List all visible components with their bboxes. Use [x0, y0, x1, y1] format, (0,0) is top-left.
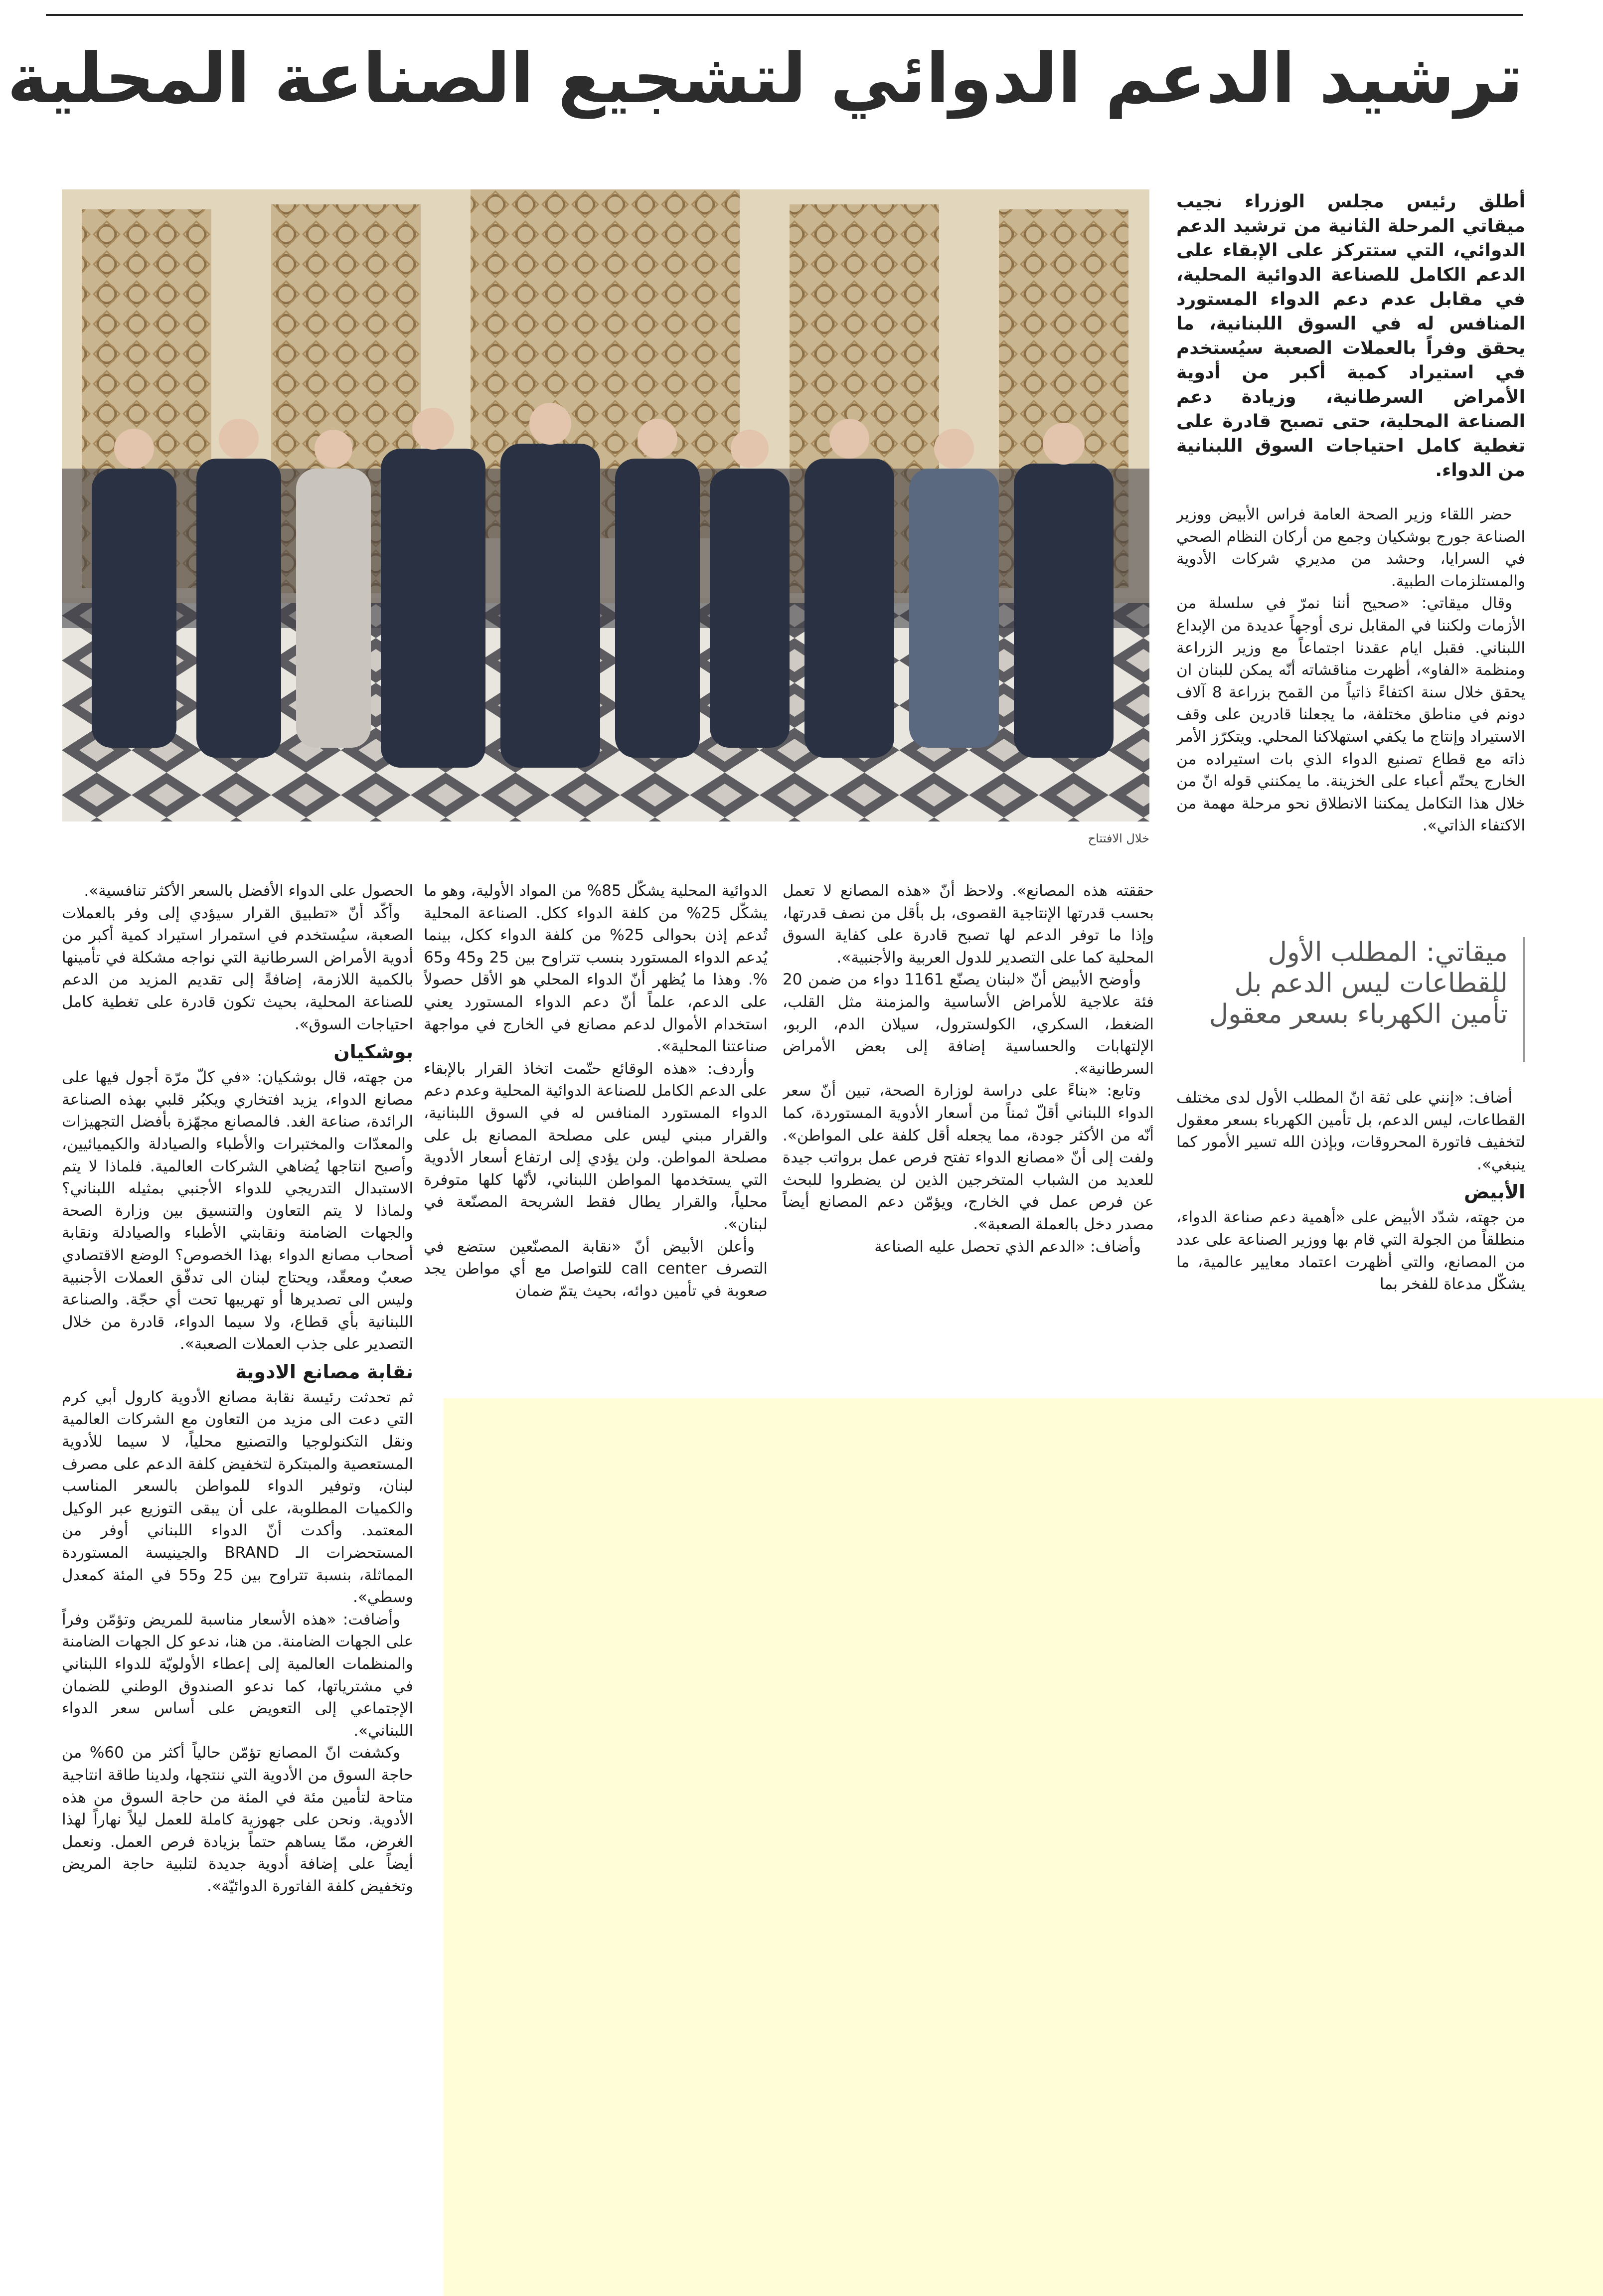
headline: ترشيد الدعم الدوائي لتشجيع الصناعة المحلية	[7, 38, 1523, 119]
column-1-top	[1176, 503, 1525, 937]
paragraph: حققته هذه المصانع». ولاحظ أنّ «هذه المصانع لا تعمل بحسب قدرتها الإنتاجية القصوى، بل بأقل من نصف قدرتها، وإذا ما توفر الدعم لها تصبح قادرة على كفاية السوق المحلية كما على التصدير للدول العربية والأجنبية».	[783, 882, 1154, 967]
section-heading: بوشكيان	[333, 1041, 413, 1063]
paragraph: أضاف: «إنني على ثقة انّ المطلب الأول لدى مختلف القطاعات، ليس الدعم، بل تأمين الكهرباء بسعر معقول لتخفيف فاتورة المحروقات، وبإذن الله تسير الأمور كما ينبغي».	[1176, 1089, 1525, 1173]
pull-quote: ميقاتي: المطلب الأول للقطاعات ليس الدعم بل تأمين الكهرباء بسعر معقول	[1176, 937, 1525, 1062]
paragraph: من جهته، قال بوشكيان: «في كلّ مرّة أجول فيها على مصانع الدواء، يزيد افتخاري ويكبُر قلبي بهذه الصناعة الرائدة، صناعة الغد. فالمصانع مجهّزة بأفضل التجهيزات والمعدّات والمختبرات والأطباء والصيادلة والكيميائيين، وأصبح انتاجها يُضاهي الشركات العالمية. فلماذا لا يتم الاستبدال التدريجي للدواء الأجنبي بمثيله اللبناني؟ ولماذا لا يتم التعاون والتنسيق بين وزارة الصحة والجهات الضامنة ونقابتي الأطباء والصيادلة ونقابة أصحاب مصانع الدواء بهذا الخصوص؟ الوضع الاقتصادي صعبٌ ومعقّد، ويحتاج لبنان الى تدفّق العملات الأجنبية وليس الى تصديرها أو تهريبها تحت أي حجّة. والصناعة اللبنانية بأي قطاع، ولا سيما الدواء، قادرة من خلال التصدير على جذب العملات الصعبة».	[62, 1068, 413, 1353]
paragraph: من جهته، شدّد الأبيض على «أهمية دعم صناعة الدواء، منطلقاً من الجولة التي قام بها ووزير الصناعة على عدد من المصانع، والتي أظهرت اعتماد معايير عالمية، ما يشكّل مدعاة للفخر بما	[1176, 1208, 1525, 1294]
top-rule	[46, 14, 1523, 16]
photo-caption: خلال الافتتاح	[1088, 831, 1149, 845]
paragraph: وكشفت انّ المصانع تؤمّن حالياً أكثر من 60% من حاجة السوق من الأدوية التي ننتجها، ولدينا طاقة انتاجية متاحة لتأمين مئة في المئة من حاجة السوق من هذه الأدوية. ونحن على جهوزية كاملة للعمل ليلاً نهاراً لهذا الغرض، ممّا يساهم حتماً بزيادة فرص العمل. ونعمل أيضاً على إضافة أدوية جديدة لتلبية حاجة المريض وتخفيض كلفة الفاتورة الدوائيّة».	[62, 1744, 413, 1895]
event-photo	[62, 189, 1149, 821]
paragraph: وأكّد أنّ «تطبيق القرار سيؤدي إلى وفر بالعملات الصعبة، سيُستخدم في استمرار استيراد كمية أكبر من أدوية الأمراض السرطانية التي نواجه مشكلة في تأمينها بالكمية اللازمة، إضافةً إلى تقديم المزيد من الدعم للصناعة المحلية، بحيث تكون قادرة على تغطية كامل احتياجات السوق».	[62, 904, 413, 1033]
paragraph: وأردف: «هذه الوقائع حتّمت اتخاذ القرار بالإبقاء على الدعم الكامل للصناعة الدوائية المحلية وعدم دعم الدواء المستورد المنافس له في السوق اللبنانية، والقرار مبني ليس على مصلحة المصانع بل على مصلحة المواطن. ولن يؤدي إلى ارتفاع أسعار الأدوية التي يستخدمها المواطن اللبناني، لأنّها كلها متوفرة محلياً، والقرار يطال فقط الشريحة المصنّعة في لبنان».	[424, 1059, 768, 1233]
paragraph: الدوائية المحلية يشكّل 85% من المواد الأولية، وهو ما يشكّل 25% من كلفة الدواء ككل. الصناعة المحلية تُدعم إذن بحوالى 25% من كلفة الدواء ككل، بينما يُدعم الدواء المستورد بنسب تتراوح بين 25 و45 و65 %. وهذا ما يُظهر أنّ الدواء المحلي هو الأقل حصولاً على الدعم، علماً أنّ دعم الدواء المستورد يعني استخدام الأموال لدعم مصانع في الخارج في مواجهة صناعتنا المحلية».	[424, 882, 768, 1056]
column-2	[783, 880, 1154, 1398]
ad-space	[444, 1398, 1603, 2296]
intro-lead: أطلق رئيس مجلس الوزراء نجيب ميقاتي المرحلة الثانية من ترشيد الدعم الدوائي، التي ستتركز على الإبقاء على الدعم الكامل للصناعة الدوائية المحلية، في مقابل عدم دعم الدواء المستورد المنافس له في السوق اللبنانية، ما يحقق وفراً بالعملات الصعبة سيُستخدم في استيراد كمية أكبر من أدوية الأمراض السرطانية، وزيادة دعم الصناعة المحلية، حتى تصبح قادرة على تغطية كامل احتياجات السوق اللبنانية من الدواء.	[1176, 191, 1525, 481]
group-photo	[62, 189, 1149, 821]
paragraph: وأضاف: «الدعم الذي تحصل عليه الصناعة	[874, 1237, 1141, 1256]
section-heading: الأبيض	[1464, 1181, 1525, 1203]
section-heading: نقابة مصانع الادوية	[235, 1360, 413, 1383]
paragraph: وأوضح الأبيض أنّ «لبنان يصنّع 1161 دواء من ضمن 20 فئة علاجية للأمراض الأساسية والمزمنة مثل القلب، الضغط، السكري، الكولسترول، سيلان الدم، الربو، الإلتهابات والحساسية إضافة إلى بعض الأمراض السرطانية».	[783, 971, 1154, 1078]
paragraph: وقال ميقاتي: «صحيح أننا نمرّ في سلسلة من الأزمات ولكننا في المقابل نرى أوجهاً عديدة من الإبداع اللبناني. فقبل ايام عقدنا اجتماعاً مع وزير الزراعة ومنظمة «الفاو»، أظهرت مناقشاته أنّه يمكن للبنان ان يحقق خلال سنة اكتفاءً ذاتياً من القمح بزراعة 8 آلاف دونم في مناطق مختلفة، ما يجعلنا قادرين على وقف الاستيراد وإنتاج ما يكفي استهلاكنا المحلي. ويتكرّز الأمر ذاته مع قطاع تصنيع الدواء الذي بات استيراده من الخارج يحتّم أعباء على الخزينة. ما يمكنني قوله انّ من خلال هذا التكامل يمكننا الانطلاق نحو مرحلة مهمة من الاكتفاء الذاتي».	[1176, 594, 1525, 835]
paragraph: ثم تحدثت رئيسة نقابة مصانع الأدوية كارول أبي كرم التي دعت الى مزيد من التعاون مع الشركات العالمية ونقل التكنولوجيا والتصنيع محلياً، لا سيما للأدوية المستعصية والمبتكرة لتخفيض كلفة الدعم على مصرف لبنان، وتوفير الدواء للمواطن بالسعر المناسب والكميات المطلوبة، على أن يبقى التوزيع عبر الوكيل المعتمد. وأكدت أنّ الدواء اللبناني أوفر من المستحضرات الـ BRAND والجينيسة المستوردة المماثلة، بنسبة تتراوح بين 25 و55 في المئة كمعدل وسطي».	[62, 1388, 413, 1607]
paragraph: حضر اللقاء وزير الصحة العامة فراس الأبيض ووزير الصناعة جورج بوشكيان وجمع من أركان النظام الصحي في السرايا، وحشد من مديري شركات الأدوية والمستلزمات الطبية.	[1176, 505, 1525, 590]
paragraph: وأضافت: «هذه الأسعار مناسبة للمريض وتؤمّن وفراً على الجهات الضامنة. من هنا، ندعو كل الجهات الضامنة والمنظمات العالمية إلى إعطاء الأولويّة للدواء اللبناني في مشترياتها، كما ندعو الصندوق الوطني للضمان الإجتماعي إلى التعويض على أساس سعر الدواء اللبناني».	[62, 1610, 413, 1740]
column-4	[62, 880, 413, 2276]
column-1-bottom	[1176, 1087, 1525, 1406]
paragraph: الحصول على الدواء الأفضل بالسعر الأكثر تنافسية».	[84, 882, 413, 900]
paragraph: وأعلن الأبيض أنّ «نقابة المصنّعين ستضع في التصرف call center للتواصل مع أي مواطن يجد صعوبة في تأمين دوائه، بحيث يتمّ ضمان	[424, 1237, 768, 1300]
column-3	[424, 880, 768, 1398]
paragraph: وتابع: «بناءً على دراسة لوزارة الصحة، تبين أنّ سعر الدواء اللبناني أقلّ ثمناً من أسعار الأدوية المستوردة، كما أنّه من الأكثر جودة، مما يجعله أقل كلفة على المواطن». ولفت إلى أنّ «مصانع الدواء تفتح فرص عمل برواتب جيدة للعديد من الشباب المتخرجين الذين لن يضطروا للبحث عن فرص عمل في الخارج، ويؤمّن دعم المصانع أيضاً مصدر دخل بالعملة الصعبة».	[783, 1082, 1154, 1233]
